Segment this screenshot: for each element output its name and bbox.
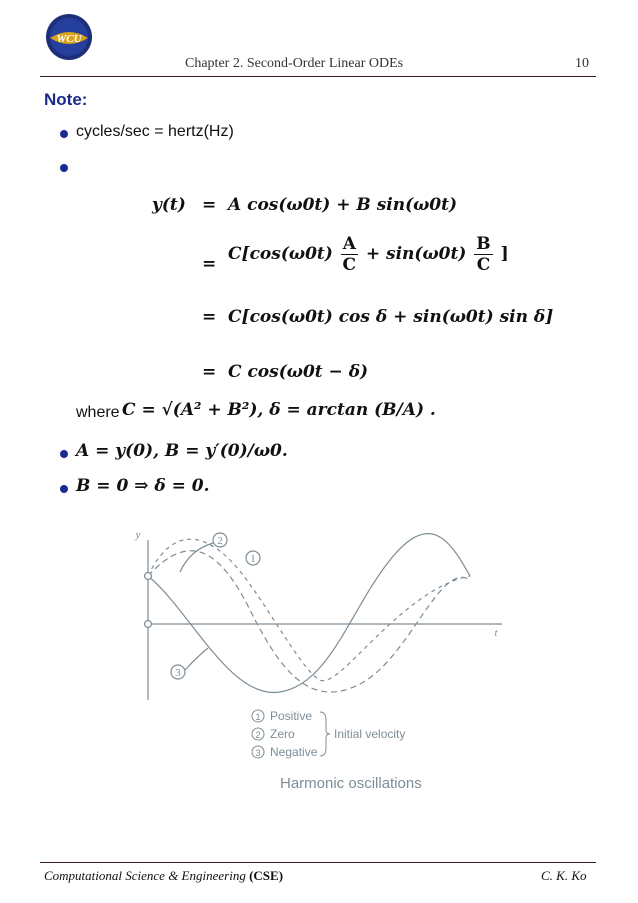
where-expression: C = √(A² + B²), δ = arctan (B/A) . [122, 400, 436, 420]
university-logo [44, 12, 94, 62]
bullet-1 [60, 130, 68, 138]
origin-point [145, 621, 152, 628]
eq-line3-rhs: C[cos(ω0t) cos δ + sin(ω0t) sin δ] [228, 307, 554, 327]
bullet-2 [60, 164, 68, 172]
legend-zero: Zero [270, 727, 295, 741]
eq-line3-eq: = [202, 307, 217, 327]
eq-line4-eq: = [202, 362, 217, 382]
bullet-4 [60, 485, 68, 493]
footer-right: C. K. Ko [541, 868, 587, 883]
bullet-3 [60, 450, 68, 458]
eq-line2-eq: = [202, 254, 217, 274]
legend-num-3: 3 [255, 748, 261, 758]
where-label: where [76, 404, 120, 421]
marker-2-label: 2 [217, 535, 223, 547]
marker-3-label: 3 [175, 667, 181, 679]
bullet-1-text: cycles/sec = hertz(Hz) [76, 123, 234, 140]
legend-num-2: 2 [255, 730, 261, 740]
marker-1-label: 1 [250, 553, 256, 565]
t-axis-label: t [494, 627, 498, 639]
legend-group-label: Initial velocity [334, 727, 406, 741]
eq-line1-rhs: A cos(ω0t) + B sin(ω0t) [228, 195, 458, 215]
legend-num-1: 1 [255, 712, 261, 722]
harmonic-oscillation-figure [120, 520, 520, 800]
pointer-2 [180, 543, 213, 572]
y-axis-label: y [135, 529, 141, 541]
curve-zero [148, 539, 470, 681]
bullet-3-text: A = y(0), B = y′(0)/ω0. [76, 441, 288, 461]
page-number: 10 [575, 56, 589, 71]
fraction-b-over-c: $\frac{B}{C}$ [476, 234, 491, 275]
header-rule [40, 76, 596, 77]
eq-line4-rhs: C cos(ω0t − δ) [228, 362, 369, 382]
footer-left: Computational Science & Engineering (CSE) [44, 868, 284, 883]
note-label: Note: [44, 90, 88, 109]
figure-caption: Harmonic oscillations [280, 775, 422, 792]
legend-negative: Negative [270, 745, 318, 759]
fraction-a-over-c: $\frac{A}{C}$ [342, 234, 357, 275]
initial-point [145, 573, 152, 580]
curve-negative [148, 534, 470, 693]
eq-line1-lhs: y(t) [152, 195, 186, 215]
legend [252, 709, 422, 792]
pointer-3 [185, 648, 208, 670]
footer-rule [40, 862, 596, 863]
legend-positive: Positive [270, 709, 313, 723]
bullet-4-text: B = 0 ⇒ δ = 0. [76, 476, 210, 496]
svg-text:WCU: WCU [56, 33, 82, 45]
eq-line2-rhs: C[cos(ω0t) $\frac{A}{C}$ + sin(ω0t) $\frac{B}{C}$ ] [228, 234, 509, 275]
chapter-title: Chapter 2. Second-Order Linear ODEs [185, 56, 404, 71]
eq-line1-eq: = [202, 195, 217, 215]
